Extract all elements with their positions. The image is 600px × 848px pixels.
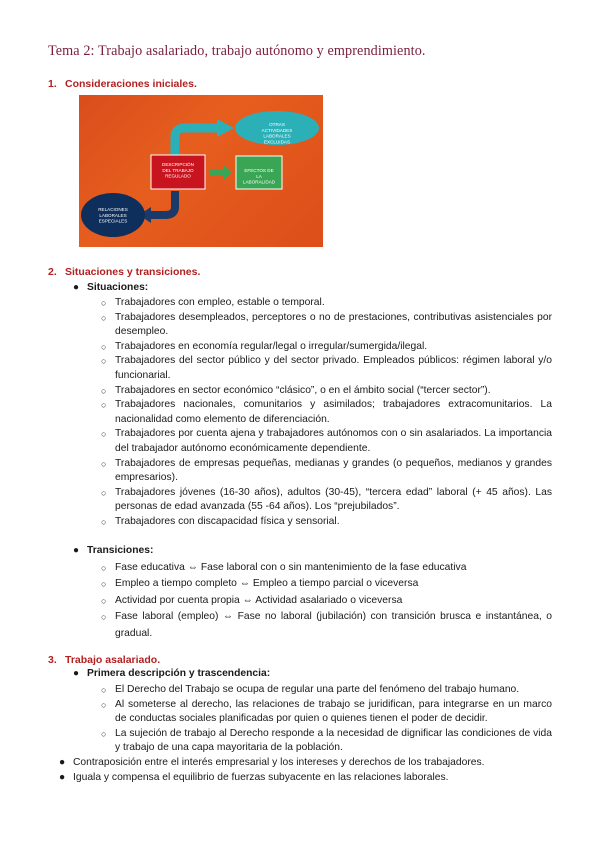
- list-item-text: Trabajadores nacionales, comunitarios y asimilados; trabajadores extracomunitarios. La nacionalidad como elemento de diferenciación.: [115, 399, 552, 425]
- section-number: 3.: [48, 654, 57, 666]
- list-item: ○ Trabajadores desempleados, perceptores o no de prestaciones, contributivas asistenciales por desempleo.: [101, 311, 552, 338]
- list-item-text: Trabajadores de empresas pequeñas, medianas y grandes (o pequeños, medianos y grandes empresarios).: [115, 457, 552, 484]
- section-heading-1: [48, 77, 197, 92]
- list-item-text: Trabajadores en economía regular/legal o irregular/sumergida/ilegal.: [115, 340, 428, 352]
- list-item: ○ Empleo a tiempo completo ⇔ Empleo a tiempo parcial o viceversa: [101, 578, 419, 590]
- asalariado-label: Primera descripción y trascendencia:: [87, 668, 271, 679]
- transiciones-bullet: [73, 544, 153, 559]
- list-item-text: Trabajadores con discapacidad física y sensorial.: [115, 515, 340, 527]
- up-arrow-head: [217, 119, 234, 137]
- figure-text-line: RELACIONES: [98, 207, 128, 212]
- figure-text-line: EFECTOS DE: [244, 168, 274, 173]
- figure-text-line: ESPECIALES: [98, 218, 128, 224]
- list-item: ○ Trabajadores del sector público y del sector privado. Empleados públicos: régimen laboral y/o funcionarial.: [101, 355, 552, 381]
- list-item-text: Trabajadores del sector público y del sector privado. Empleados públicos: régimen laboral y/o funcionarial.: [115, 355, 552, 381]
- section-title: Consideraciones iniciales.: [65, 78, 197, 90]
- bullet-dot: ●: [73, 282, 80, 293]
- situaciones-list: [101, 296, 552, 530]
- list-item: ○ Al someterse al derecho, las relaciones de trabajo se juridifican, para integrarse en un marco de conductas sociales planificadas por quien o quienes tienen el poder de decidir.: [101, 698, 552, 725]
- figure-text-line: DEL TRABAJO: [162, 167, 194, 173]
- list-item-text: Fase educativa ⇔ Fase laboral con o sin mantenimiento de la fase educativa: [115, 562, 467, 573]
- figure-text-line: OTRAS: [269, 122, 285, 127]
- bottom-bullet-text: Iguala y compensa el equilibrio de fuerzas subyacente en las relaciones laborales.: [73, 772, 449, 783]
- diagram-figure: [79, 95, 323, 247]
- right-arrow: [210, 169, 224, 176]
- center-box-text: [162, 161, 194, 179]
- section-number: 2.: [48, 266, 57, 278]
- list-item-text: Al someterse al derecho, las relaciones de trabajo se juridifican, para integrarse en un marco de conductas sociales planificadas por quien o quienes tienen el poder de decidir.: [115, 698, 552, 725]
- list-item: ○ Fase educativa ⇔ Fase laboral con o sin mantenimiento de la fase educativa: [101, 562, 467, 573]
- list-item: ○ Trabajadores con empleo, estable o temporal.: [101, 297, 325, 308]
- figure-text-line: LA: [256, 173, 262, 179]
- list-item: ○ Trabajadores con discapacidad física y sensorial.: [101, 515, 340, 527]
- transiciones-list: [101, 560, 552, 642]
- diagram-svg: [79, 95, 323, 247]
- transiciones-label: Transiciones:: [87, 545, 154, 556]
- list-item: ○ Trabajadores en economía regular/legal o irregular/sumergida/ilegal.: [101, 340, 428, 352]
- figure-text-line: LABORALES: [263, 133, 291, 139]
- bottom-ellipse-text: [98, 207, 128, 224]
- list-item-text: Empleo a tiempo completo ⇔ Empleo a tiempo parcial o viceversa: [115, 578, 419, 590]
- page-title: Tema 2: Trabajo asalariado, trabajo autónomo y emprendimiento.: [48, 43, 426, 59]
- list-item-text: Trabajadores desempleados, perceptores o no de prestaciones, contributivas asistenciales por desempleo.: [115, 311, 552, 338]
- list-item-text: Trabajadores con empleo, estable o temporal.: [115, 297, 325, 308]
- section-heading-2: [48, 265, 200, 280]
- bullet-dot: ●: [73, 668, 80, 679]
- list-item: ○ Trabajadores jóvenes (16-30 años), adultos (30-45), “tercera edad” laboral (+ 45 años). Las personas de edad avanzada (55 -64 años). Los “prejubilados”.: [101, 486, 552, 513]
- list-item: ○ El Derecho del Trabajo se ocupa de regular una parte del fenómeno del trabajo humano.: [101, 684, 520, 695]
- bullet-dot: ●: [59, 772, 66, 783]
- list-item: ○ Trabajadores nacionales, comunitarios y asimilados; trabajadores extracomunitarios. La nacionalidad como elemento de diferenciación.: [101, 399, 552, 425]
- list-item-text: Trabajadores jóvenes (16-30 años), adultos (30-45), “tercera edad” laboral (+ 45 años). Las personas de edad avanzada (55 -64 años). Los “prejubilados”.: [115, 486, 552, 513]
- list-item: ○ Actividad por cuenta propia ⇔ Actividad asalariado o viceversa: [101, 594, 403, 606]
- situaciones-label: Situaciones:: [87, 282, 149, 293]
- bottom-bullet-text: Contraposición entre el interés empresarial y los intereses y derechos de los trabajadores.: [73, 757, 485, 768]
- section-number: 1.: [48, 78, 57, 90]
- section-title: Situaciones y transiciones.: [65, 266, 201, 278]
- list-item-text: Actividad por cuenta propia ⇔ Actividad asalariado o viceversa: [115, 594, 403, 606]
- list-item: ○ Fase laboral (empleo) ⇔ Fase no laboral (jubilación) con transición brusca e instantánea, o gradual.: [101, 611, 552, 639]
- bottom-bullet-2: [59, 771, 449, 786]
- figure-text-line: LABORALIDAD: [242, 179, 276, 185]
- section-title: Trabajo asalariado.: [65, 654, 161, 666]
- section-heading-3: [48, 653, 160, 668]
- list-item: ○ Trabajadores de empresas pequeñas, medianas y grandes (o pequeños, medianos y grandes empresarios).: [101, 457, 552, 484]
- figure-text-line: REGULADO: [165, 173, 191, 179]
- list-item: ○ La sujeción de trabajo al Derecho responde a la necesidad de dignificar las condiciones de vida y trabajo de una capa mayoritaria de la población.: [101, 727, 552, 754]
- list-item-text: Trabajadores en sector económico “clásico”, o en el ámbito social (“tercer sector”).: [115, 384, 491, 396]
- bottom-bullet-1: [59, 756, 485, 771]
- list-item-text: El Derecho del Trabajo se ocupa de regular una parte del fenómeno del trabajo humano.: [115, 684, 520, 695]
- list-item: ○ Trabajadores en sector económico “clásico”, o en el ámbito social (“tercer sector”).: [101, 384, 491, 396]
- asalariado-list: [101, 683, 552, 756]
- bullet-dot: ●: [59, 757, 66, 768]
- figure-text-line: ACTIVIDADES: [261, 127, 293, 133]
- figure-text-line: LABORALES: [99, 212, 127, 218]
- right-arrow-head: [223, 164, 232, 181]
- list-item-text: Fase laboral (empleo) ⇔ Fase no laboral (jubilación) con transición brusca e instantánea, o gradual.: [115, 611, 552, 639]
- asalariado-bullet: [73, 667, 270, 682]
- down-arrow: [149, 191, 175, 215]
- list-item-text: Trabajadores por cuenta ajena y trabajadores autónomos con o sin asalariados. La importancia del trabajador autónomo económicamente dependiente.: [115, 428, 552, 454]
- list-item: ○ Trabajadores por cuenta ajena y trabajadores autónomos con o sin asalariados. La importancia del trabajador autónomo económicamente dependiente.: [101, 428, 552, 454]
- bullet-dot: ●: [73, 545, 80, 556]
- figure-text-line: DESCRIPCIÓN: [162, 162, 194, 167]
- up-arrow: [175, 128, 219, 155]
- figure-text-line: EXCLUIDAS: [263, 139, 291, 145]
- list-item-text: La sujeción de trabajo al Derecho responde a la necesidad de dignificar las condiciones de vida y trabajo de una capa mayoritaria de la población.: [115, 727, 552, 754]
- situaciones-bullet: [73, 281, 148, 296]
